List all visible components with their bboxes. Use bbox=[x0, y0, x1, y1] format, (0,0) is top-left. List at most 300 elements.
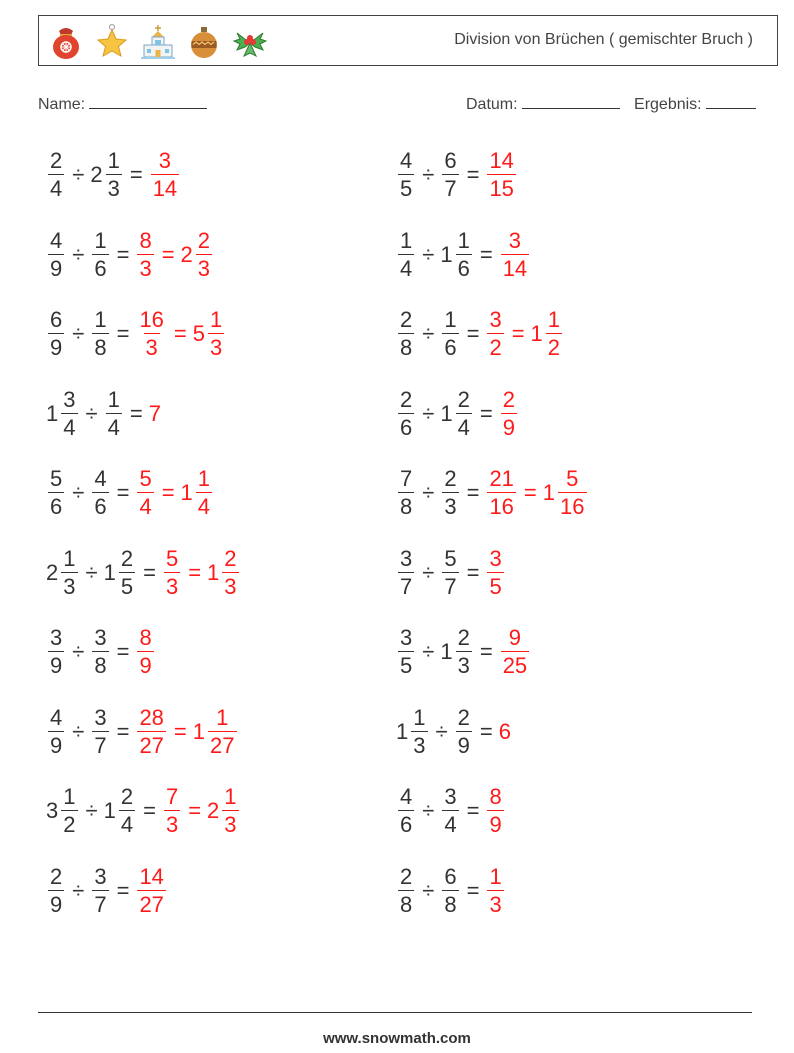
denominator: 14 bbox=[502, 255, 528, 281]
header-icons bbox=[47, 23, 269, 61]
numerator: 1 bbox=[547, 307, 561, 332]
denominator: 15 bbox=[489, 176, 514, 201]
equals-sign: = bbox=[116, 321, 130, 346]
numerator: 6 bbox=[444, 863, 457, 889]
problem-item bbox=[46, 702, 239, 762]
problem-item bbox=[46, 543, 241, 603]
answer bbox=[499, 627, 531, 677]
denominator: 8 bbox=[400, 335, 413, 360]
fraction bbox=[456, 627, 472, 677]
denominator: 5 bbox=[400, 653, 413, 678]
divisor bbox=[440, 468, 460, 518]
denominator: 9 bbox=[139, 653, 152, 678]
date-line bbox=[522, 94, 620, 109]
fraction bbox=[208, 704, 236, 758]
fraction bbox=[61, 386, 77, 440]
fraction bbox=[48, 704, 64, 758]
numerator: 3 bbox=[158, 148, 172, 173]
whole-number: 1 bbox=[440, 400, 453, 426]
denominator: 27 bbox=[139, 891, 164, 917]
fraction bbox=[442, 309, 458, 359]
fraction bbox=[501, 227, 529, 281]
denominator: 2 bbox=[63, 812, 76, 837]
dividend bbox=[46, 150, 66, 200]
name-field bbox=[38, 94, 207, 114]
dividend bbox=[396, 786, 416, 836]
divide-sign: ÷ bbox=[422, 162, 435, 187]
denominator: 7 bbox=[444, 176, 457, 201]
whole-number: 5 bbox=[192, 321, 206, 346]
numerator: 21 bbox=[489, 466, 514, 491]
fraction bbox=[48, 309, 64, 359]
dividend bbox=[396, 863, 416, 917]
denominator: 4 bbox=[139, 494, 152, 519]
numerator: 9 bbox=[508, 625, 522, 650]
numerator: 5 bbox=[165, 545, 179, 571]
dividend bbox=[46, 386, 80, 440]
denominator: 9 bbox=[457, 732, 470, 758]
answer-value bbox=[149, 401, 162, 427]
fraction bbox=[442, 468, 458, 518]
worksheet-title: Division von Brüchen ( gemischter Bruch ) bbox=[454, 31, 753, 48]
fraction bbox=[398, 150, 414, 200]
divide-sign: ÷ bbox=[72, 718, 85, 744]
equals-sign: = bbox=[161, 241, 175, 267]
whole-number: 3 bbox=[46, 798, 59, 823]
equals-sign: = bbox=[466, 162, 480, 187]
equals-sign: = bbox=[116, 877, 130, 903]
whole-number: 2 bbox=[46, 559, 59, 585]
whole-number: 2 bbox=[180, 241, 193, 267]
denominator: 4 bbox=[457, 414, 470, 440]
fraction bbox=[442, 545, 458, 599]
fraction bbox=[487, 468, 515, 518]
numerator: 2 bbox=[502, 386, 515, 412]
problem-item bbox=[46, 781, 241, 841]
denominator: 8 bbox=[94, 653, 107, 678]
fraction bbox=[119, 545, 135, 599]
fraction bbox=[398, 627, 414, 677]
gift-bag-icon bbox=[47, 23, 85, 61]
answer-value bbox=[193, 309, 227, 359]
denominator: 3 bbox=[210, 335, 223, 360]
fraction bbox=[398, 786, 414, 836]
problem-item bbox=[46, 622, 156, 682]
whole-number: 1 bbox=[103, 798, 116, 823]
numerator: 5 bbox=[50, 466, 63, 491]
equals-sign: = bbox=[173, 718, 187, 744]
answer bbox=[499, 719, 512, 745]
equals-sign: = bbox=[129, 162, 143, 187]
numerator: 2 bbox=[50, 148, 63, 173]
denominator: 6 bbox=[94, 494, 107, 519]
numerator: 4 bbox=[50, 704, 63, 730]
answer-value bbox=[192, 704, 239, 758]
answer bbox=[499, 386, 519, 440]
whole-number: 1 bbox=[542, 480, 556, 505]
dividend bbox=[396, 309, 416, 359]
numerator: 2 bbox=[457, 625, 470, 650]
divisor bbox=[440, 386, 474, 440]
numerator: 1 bbox=[400, 227, 413, 253]
fraction bbox=[92, 704, 108, 758]
divide-sign: ÷ bbox=[422, 400, 435, 426]
answer bbox=[499, 227, 531, 281]
result-line bbox=[706, 94, 756, 109]
equals-sign: = bbox=[511, 321, 525, 346]
denominator: 3 bbox=[489, 891, 502, 917]
numerator: 8 bbox=[139, 227, 152, 253]
problem-item bbox=[46, 304, 226, 364]
fraction bbox=[501, 386, 517, 440]
problem-item bbox=[396, 463, 589, 523]
denominator: 14 bbox=[152, 176, 178, 201]
fraction bbox=[398, 386, 414, 440]
problem-item bbox=[396, 702, 512, 762]
denominator: 3 bbox=[107, 176, 120, 201]
church-icon bbox=[139, 23, 177, 61]
dividend bbox=[46, 309, 66, 359]
numerator: 2 bbox=[120, 784, 134, 809]
numerator: 3 bbox=[489, 545, 502, 571]
dividend bbox=[46, 786, 80, 836]
numerator: 1 bbox=[489, 863, 502, 889]
numerator: 1 bbox=[413, 704, 426, 730]
equals-sign: = bbox=[143, 559, 156, 585]
divide-sign: ÷ bbox=[72, 162, 85, 187]
equals-sign: = bbox=[116, 241, 130, 267]
whole-number: 7 bbox=[148, 400, 161, 426]
whole-number: 1 bbox=[396, 718, 409, 744]
numerator: 3 bbox=[444, 784, 457, 809]
problem-item bbox=[46, 145, 181, 205]
divide-sign: ÷ bbox=[72, 321, 85, 346]
denominator: 3 bbox=[444, 494, 457, 519]
numerator: 5 bbox=[566, 466, 579, 491]
problem-item bbox=[46, 225, 214, 285]
answer bbox=[135, 309, 226, 359]
denominator: 25 bbox=[502, 653, 528, 678]
footer-url: www.snowmath.com bbox=[323, 1030, 471, 1047]
numerator: 2 bbox=[444, 466, 457, 491]
numerator: 6 bbox=[444, 148, 457, 173]
problem-item bbox=[396, 861, 506, 921]
fraction bbox=[137, 227, 153, 281]
answer-value bbox=[485, 150, 517, 200]
fraction bbox=[164, 545, 180, 599]
denominator: 3 bbox=[145, 335, 158, 360]
fraction bbox=[398, 227, 414, 281]
fraction bbox=[222, 786, 238, 836]
fraction bbox=[398, 309, 414, 359]
divide-sign: ÷ bbox=[85, 559, 98, 585]
fraction bbox=[487, 309, 503, 359]
fraction bbox=[222, 545, 238, 599]
denominator: 6 bbox=[444, 335, 457, 360]
dividend bbox=[396, 627, 416, 677]
dividend bbox=[46, 704, 66, 758]
numerator: 2 bbox=[120, 545, 134, 571]
numerator: 1 bbox=[224, 784, 237, 809]
numerator: 3 bbox=[94, 863, 107, 889]
answer-value bbox=[135, 704, 167, 758]
denominator: 9 bbox=[50, 255, 63, 281]
answer-value bbox=[499, 386, 519, 440]
numerator: 1 bbox=[107, 386, 120, 412]
answer-value bbox=[207, 545, 241, 599]
problem-item bbox=[396, 781, 506, 841]
denominator: 9 bbox=[50, 732, 63, 758]
denominator: 3 bbox=[413, 732, 426, 758]
denominator: 9 bbox=[50, 335, 63, 360]
answer-value bbox=[485, 468, 517, 518]
divisor bbox=[104, 786, 138, 836]
whole-number: 1 bbox=[103, 559, 116, 585]
worksheet-header bbox=[38, 15, 778, 66]
dividend bbox=[396, 386, 416, 440]
answer bbox=[485, 786, 505, 836]
numerator: 1 bbox=[197, 466, 211, 491]
numerator: 8 bbox=[139, 625, 152, 650]
whole-number: 1 bbox=[192, 718, 206, 744]
numerator: 3 bbox=[63, 386, 76, 412]
dividend bbox=[46, 627, 66, 677]
numerator: 3 bbox=[50, 625, 63, 650]
fraction bbox=[92, 863, 108, 917]
divisor bbox=[90, 863, 110, 917]
answer bbox=[149, 401, 162, 427]
equals-sign: = bbox=[479, 400, 493, 426]
numerator: 2 bbox=[400, 386, 413, 412]
star-ornament-icon bbox=[93, 23, 131, 61]
fraction bbox=[398, 545, 414, 599]
equals-sign: = bbox=[479, 639, 493, 664]
fraction bbox=[411, 704, 427, 758]
fraction bbox=[196, 227, 212, 281]
denominator: 4 bbox=[400, 255, 413, 281]
divisor bbox=[90, 627, 110, 677]
fraction bbox=[48, 227, 64, 281]
numerator: 7 bbox=[165, 784, 179, 809]
denominator: 9 bbox=[489, 812, 502, 837]
answer-value bbox=[135, 468, 155, 518]
numerator: 1 bbox=[444, 307, 457, 332]
problem-item bbox=[396, 622, 531, 682]
numerator: 2 bbox=[400, 307, 413, 332]
answer bbox=[149, 150, 181, 200]
equals-sign: = bbox=[173, 321, 187, 346]
answer-value bbox=[181, 468, 215, 518]
date-result-field bbox=[466, 94, 756, 114]
numerator: 4 bbox=[400, 148, 413, 173]
answer-value bbox=[485, 863, 505, 917]
equals-sign: = bbox=[466, 321, 480, 346]
equals-sign: = bbox=[466, 559, 480, 585]
answer-value bbox=[135, 863, 167, 917]
answer bbox=[135, 227, 214, 281]
denominator: 8 bbox=[400, 494, 413, 519]
fraction bbox=[487, 786, 503, 836]
fraction bbox=[48, 468, 64, 518]
answer-value bbox=[499, 227, 531, 281]
denominator: 9 bbox=[502, 414, 515, 440]
divisor bbox=[90, 468, 110, 518]
footer-divider bbox=[38, 1012, 752, 1013]
fraction bbox=[501, 627, 529, 677]
numerator: 8 bbox=[489, 784, 502, 809]
dividend bbox=[396, 150, 416, 200]
problem-item bbox=[46, 463, 214, 523]
denominator: 3 bbox=[139, 255, 152, 281]
fraction bbox=[456, 227, 472, 281]
denominator: 9 bbox=[50, 653, 63, 678]
divisor bbox=[440, 545, 460, 599]
problem-item bbox=[396, 384, 519, 444]
fraction bbox=[119, 786, 135, 836]
divisor bbox=[103, 545, 138, 599]
fraction bbox=[48, 863, 64, 917]
answer-value bbox=[135, 309, 167, 359]
answer-value bbox=[180, 227, 215, 281]
fraction bbox=[442, 150, 458, 200]
fraction bbox=[398, 468, 414, 518]
divisor bbox=[440, 227, 474, 281]
answer-value bbox=[135, 227, 155, 281]
divide-sign: ÷ bbox=[72, 241, 85, 267]
equals-sign: = bbox=[188, 559, 202, 585]
problem-item bbox=[396, 304, 564, 364]
fraction bbox=[106, 150, 122, 200]
equals-sign: = bbox=[188, 798, 202, 823]
equals-sign: = bbox=[116, 718, 130, 744]
divisor bbox=[90, 309, 110, 359]
numerator: 4 bbox=[50, 227, 63, 253]
denominator: 5 bbox=[400, 176, 413, 201]
problem-item bbox=[396, 543, 506, 603]
numerator: 6 bbox=[50, 307, 63, 332]
divide-sign: ÷ bbox=[85, 400, 98, 426]
denominator: 3 bbox=[224, 812, 237, 837]
answer bbox=[485, 468, 588, 518]
numerator: 3 bbox=[94, 625, 107, 650]
numerator: 3 bbox=[94, 704, 107, 730]
numerator: 2 bbox=[457, 386, 470, 412]
answer bbox=[135, 704, 238, 758]
divide-sign: ÷ bbox=[422, 639, 435, 664]
denominator: 4 bbox=[63, 414, 76, 440]
answer-value bbox=[543, 468, 589, 518]
answer bbox=[485, 309, 564, 359]
divide-sign: ÷ bbox=[422, 321, 435, 346]
denominator: 4 bbox=[120, 812, 134, 837]
name-label: Name: bbox=[38, 96, 86, 113]
equals-sign: = bbox=[116, 639, 130, 664]
fraction bbox=[92, 627, 108, 677]
denominator: 8 bbox=[94, 335, 107, 360]
equals-sign: = bbox=[129, 400, 143, 426]
fraction bbox=[456, 704, 472, 758]
equals-sign: = bbox=[161, 480, 175, 505]
divisor bbox=[90, 704, 110, 758]
divide-sign: ÷ bbox=[422, 480, 435, 505]
problem-item bbox=[396, 225, 531, 285]
divide-sign: ÷ bbox=[422, 877, 435, 903]
answer-value bbox=[485, 786, 505, 836]
numerator: 2 bbox=[224, 545, 237, 571]
fraction bbox=[106, 386, 122, 440]
numerator: 1 bbox=[216, 704, 229, 730]
divisor bbox=[440, 150, 460, 200]
numerator: 1 bbox=[63, 545, 76, 571]
fraction bbox=[92, 468, 108, 518]
denominator: 4 bbox=[444, 812, 457, 837]
dividend bbox=[396, 468, 416, 518]
fraction bbox=[196, 468, 212, 518]
numerator: 1 bbox=[457, 227, 470, 253]
equals-sign: = bbox=[466, 480, 480, 505]
answer bbox=[485, 863, 505, 917]
answer-value bbox=[499, 627, 531, 677]
denominator: 6 bbox=[94, 255, 107, 281]
numerator: 2 bbox=[457, 704, 470, 730]
name-line bbox=[89, 94, 207, 109]
numerator: 14 bbox=[139, 863, 164, 889]
answer-value bbox=[207, 786, 241, 836]
date-label: Datum: bbox=[466, 96, 518, 113]
fraction bbox=[137, 309, 165, 359]
answer-value bbox=[162, 786, 182, 836]
fraction bbox=[398, 863, 414, 917]
denominator: 2 bbox=[489, 335, 502, 360]
divide-sign: ÷ bbox=[435, 718, 448, 744]
divisor bbox=[440, 863, 460, 917]
fraction bbox=[546, 309, 562, 359]
denominator: 16 bbox=[489, 494, 514, 519]
fraction bbox=[61, 786, 77, 836]
fraction bbox=[442, 786, 458, 836]
denominator: 7 bbox=[94, 732, 107, 758]
numerator: 14 bbox=[489, 148, 514, 173]
dividend bbox=[46, 227, 66, 281]
numerator: 1 bbox=[210, 307, 223, 332]
fraction bbox=[137, 863, 165, 917]
whole-number: 1 bbox=[207, 559, 220, 585]
denominator: 3 bbox=[224, 573, 237, 599]
divide-sign: ÷ bbox=[422, 241, 435, 267]
fraction bbox=[487, 863, 503, 917]
denominator: 3 bbox=[63, 573, 76, 599]
divide-sign: ÷ bbox=[72, 877, 85, 903]
numerator: 2 bbox=[400, 863, 413, 889]
numerator: 1 bbox=[94, 227, 107, 253]
denominator: 4 bbox=[107, 414, 120, 440]
fraction bbox=[456, 386, 472, 440]
answer bbox=[135, 627, 155, 677]
denominator: 5 bbox=[489, 573, 502, 599]
whole-number: 1 bbox=[46, 400, 59, 426]
dividend bbox=[396, 545, 416, 599]
equals-sign: = bbox=[479, 241, 493, 267]
answer-value bbox=[135, 627, 155, 677]
equals-sign: = bbox=[466, 877, 480, 903]
divisor bbox=[440, 627, 474, 677]
dividend bbox=[46, 863, 66, 917]
fraction bbox=[92, 227, 108, 281]
fraction bbox=[137, 627, 153, 677]
answer-value bbox=[162, 545, 182, 599]
ornament-ball-icon bbox=[185, 23, 223, 61]
denominator: 6 bbox=[400, 414, 413, 440]
